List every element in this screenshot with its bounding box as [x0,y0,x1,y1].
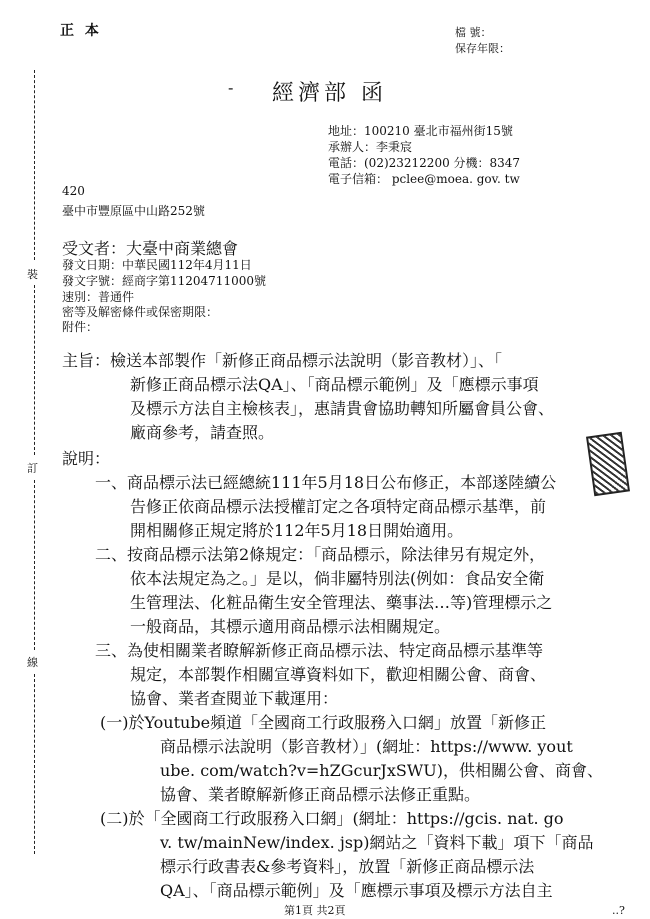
binding-mark: 裝 [27,268,38,281]
corner-mark: ..? [612,904,625,917]
binding-line-lower [34,480,35,650]
binding-line-top [34,70,35,260]
delivery-speed: 速別：普通件 [62,290,135,304]
document-number: 發文字號：經商字第11204711000號 [62,274,266,288]
body-line: 協會、業者查閱並下載運用： [130,689,339,708]
body-line: 三、為使相關業者瞭解新修正商品標示法、特定商品標示基準等 [95,641,544,660]
binding-line-mid [34,285,35,455]
agency-title: 經濟部 函 [272,81,387,106]
subject-line: 新修正商品標示法QA」、「商品標示範例」及「應標示事項 [130,375,539,394]
subject-line: 及標示方法自主檢核表」，惠請貴會協助轉知所屬會員公會、 [130,399,555,418]
body-line: (二)於「全國商工行政服務入口網」(網址：https://gcis. nat. go [100,809,564,828]
page-info: 第1頁 共2頁 [284,904,346,917]
seal-stamp [586,432,630,496]
subject-line: 廠商參考，請查照。 [130,423,275,442]
body-line: v. tw/mainNew/index. jsp)網站之「資料下載」項下「商品 [160,833,594,852]
issue-date: 發文日期：中華民國112年4月11日 [62,258,252,272]
sender-address: 地址：100210 臺北市福州街15號 [328,124,513,138]
recipient-name: 受文者：大臺中商業總會 [62,239,239,258]
body-line: 規定，本部製作相關宣導資料如下，歡迎相關公會、商會、 [130,665,547,684]
dash-mark: - [228,78,234,97]
body-line: 開相關修正規定將於112年5月18日開始適用。 [130,521,464,540]
body-line: 標示行政書表&參考資料」，放置「新修正商品標示法 [160,857,535,876]
body-line: 二、按商品標示法第2條規定：「商品標示，除法律另有規定外， [95,545,546,564]
body-line: 生管理法、化粧品衛生安全管理法、藥事法…等)管理標示之 [130,593,553,612]
postal-code: 420 [62,184,85,198]
body-line: 告修正依商品標示法授權訂定之各項特定商品標示基準，前 [130,497,547,516]
copy-type-label: 正 本 [60,23,102,39]
contact-phone: 電話：(02)23212200 分機：8347 [328,156,521,170]
recipient-street: 臺中市豐原區中山路252號 [62,204,205,218]
retention-label: 保存年限： [455,42,510,55]
body-line: 依本法規定為之。」是以，倘非屬特別法(例如：食品安全衛 [130,569,545,588]
attachments: 附件： [62,320,99,334]
contact-person: 承辦人：李秉宸 [328,140,413,154]
contact-email: 電子信箱： pclee@moea. gov. tw [328,172,520,186]
staple-mark: 訂 [27,462,38,475]
body-line: 協會、業者瞭解新修正商品標示法修正重點。 [160,785,481,804]
body-line: 一般商品，其標示適用商品標示法相關規定。 [130,617,451,636]
body-line: (一)於Youtube頻道「全國商工行政服務入口網」放置「新修正 [100,713,547,732]
body-line: 商品標示法說明（影音教材）」(網址：https://www. yout [160,737,573,756]
subject-line: 主旨：檢送本部製作「新修正商品標示法說明（影音教材）」、「 [62,351,503,370]
body-line: QA」、「商品標示範例」及「應標示事項及標示方法自主 [160,881,553,900]
cut-line-mark: 線 [27,656,38,669]
body-line: 一、商品標示法已經總統111年5月18日公布修正，本部遂陸續公 [95,473,557,492]
binding-line-bottom [34,674,35,854]
file-number-label: 檔 號： [455,26,492,39]
body-line: ube. com/watch?v=hZGcurJxSWU)，供相關公會、商會、 [160,761,603,780]
explanation-label: 說明： [62,449,111,468]
confidentiality: 密等及解密條件或保密期限： [62,305,219,319]
